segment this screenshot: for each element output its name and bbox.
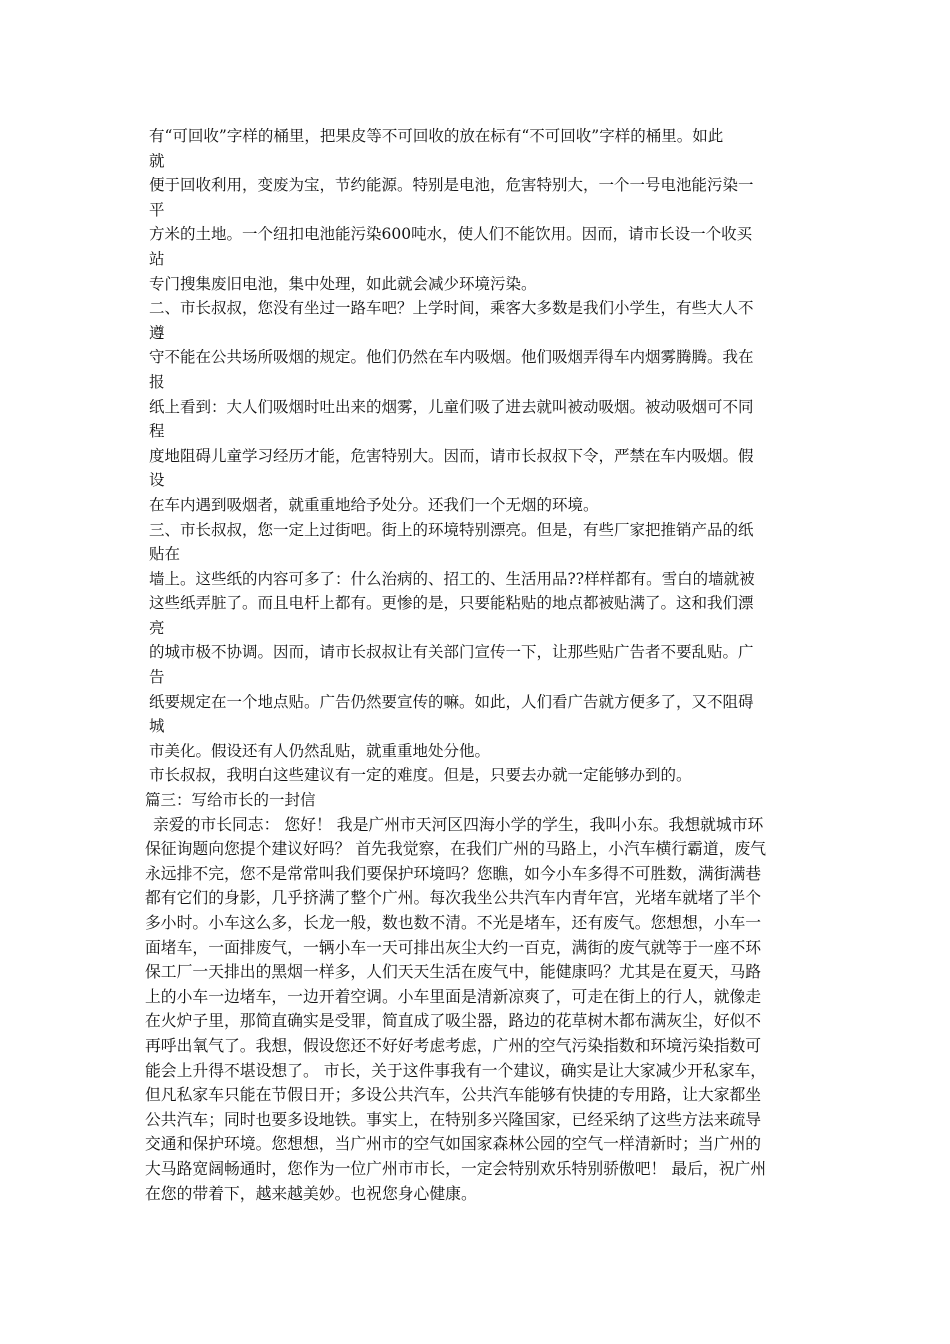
text-line: 纸上看到：大人们吸烟时吐出来的烟雾，儿童们吸了进去就叫被动吸烟。被动吸烟可不同 xyxy=(149,397,754,416)
text-line: 平 xyxy=(149,200,165,219)
text-line: 二、市长叔叔，您没有坐过一路车吧？上学时间，乘客大多数是我们小学生，有些大人不 xyxy=(149,299,754,318)
text-line: 市长叔叔，我明白这些建议有一定的难度。但是，只要去办就一定能够办到的。 xyxy=(149,766,692,785)
text-line: 在火炉子里，那简直确实是受罪，简直成了吸尘器，路边的花草树木都布满灰尘，好似不 xyxy=(145,1011,762,1031)
text-line: 亲爱的市长同志： 您好！ 我是广州市天河区四海小学的学生，我叫小东。我想就城市环 xyxy=(153,814,764,834)
text-line: 市美化。假设还有人仍然乱贴，就重重地处分他。 xyxy=(149,741,491,760)
text-line: 方米的土地。一个纽扣电池能污染600吨水，使人们不能饮用。因而，请市长设一个收买 xyxy=(149,225,753,244)
text-line: 保征询题向您提个建议好吗？ 首先我觉察，在我们广州的马路上，小汽车横行霸道，废气 xyxy=(145,839,767,859)
letter-body xyxy=(145,813,815,1207)
text-line: 亮 xyxy=(149,618,165,637)
text-line: 多小时。小车这么多，长龙一般，数也数不清。不光是堵车，还有废气。您想想，小车一 xyxy=(145,913,762,932)
text-line: 有“可回收”字样的桶里，把果皮等不可回收的放在标有“不可回收”字样的桶里。如此 xyxy=(149,127,724,145)
text-line: 的城市极不协调。因而，请市长叔叔让有关部门宣传一下，让那些贴广告者不要乱贴。广 xyxy=(149,643,754,662)
text-line: 在您的带着下，越来越美妙。也祝您身心健康。 xyxy=(145,1183,477,1203)
text-line: 永远排不完，您不是常常叫我们要保护环境吗？您瞧，如今小车多得不可胜数，满街满巷 xyxy=(145,863,762,883)
text-line: 纸要规定在一个地点贴。广告仍然要宣传的嘛。如此，人们看广告就方便多了，又不阻碍 xyxy=(149,692,754,711)
text-line: 面堵车，一面排废气，一辆小车一天可排出灰尘大约一百克，满街的废气就等于一座不环 xyxy=(145,937,762,957)
text-line: 设 xyxy=(149,471,165,490)
text-line: 这些纸弄脏了。而且电杆上都有。更惨的是，只要能粘贴的地点都被贴满了。这和我们漂 xyxy=(149,594,754,613)
text-line: 告 xyxy=(149,668,165,687)
text-line: 专门搜集废旧电池，集中处理，如此就会减少环境污染。 xyxy=(149,274,537,293)
section-title: 篇三：写给市长的一封信 xyxy=(145,791,316,810)
text-line: 上的小车一边堵车，一边开着空调。小车里面是清新凉爽了，可走在街上的行人，就像走 xyxy=(145,986,762,1006)
text-line: 墙上。这些纸的内容可多了：什么治病的、招工的、生活用品??样样都有。雪白的墙就被 xyxy=(149,569,755,588)
text-line: 遵 xyxy=(149,323,165,342)
text-line: 程 xyxy=(149,422,165,441)
text-line: 贴在 xyxy=(149,545,181,564)
text-line: 便于回收利用，变废为宝，节约能源。特别是电池，危害特别大，一个一号电池能污染一 xyxy=(149,176,754,195)
text-line: 在车内遇到吸烟者，就重重地给予处分。还我们一个无烟的环境。 xyxy=(149,495,599,514)
text-line: 就 xyxy=(149,151,165,170)
text-line: 守不能在公共场所吸烟的规定。他们仍然在车内吸烟。他们吸烟弄得车内烟雾腾腾。我在 xyxy=(149,348,754,367)
text-line: 能会上升得不堪设想了。 市长，关于这件事我有一个建议，确实是让大家减少开私家车， xyxy=(145,1060,767,1080)
text-line: 站 xyxy=(149,249,165,268)
text-line: 三、市长叔叔，您一定上过街吧。街上的环境特别漂亮。但是，有些厂家把推销产品的纸 xyxy=(149,520,754,539)
document-page xyxy=(145,124,815,1206)
text-line: 再呼出氧气了。我想，假设您还不好好考虑考虑，广州的空气污染指数和环境污染指数可 xyxy=(145,1035,762,1055)
text-line: 都有它们的身影，几乎挤满了整个广州。每次我坐公共汽车内青年宫，光堵车就堵了半个 xyxy=(145,888,762,908)
text-line: 但凡私家车只能在节假日开；多设公共汽车，公共汽车能够有快捷的专用路，让大家都坐 xyxy=(145,1085,762,1105)
text-line: 度地阻碍儿童学习经历才能，危害特别大。因而，请市长叔叔下令，严禁在车内吸烟。假 xyxy=(149,446,754,465)
text-line: 保工厂一天排出的黑烟一样多，人们天天生活在废气中，能健康吗？尤其是在夏天，马路 xyxy=(145,962,762,982)
text-line: 大马路宽阔畅通时，您作为一位广州市市长，一定会特别欢乐特别骄傲吧！ 最后，祝广州 xyxy=(145,1158,767,1178)
text-line: 交通和保护环境。您想想，当广州市的空气如国家森林公园的空气一样清新时；当广州的 xyxy=(145,1134,762,1154)
letter-continuation xyxy=(145,124,815,788)
text-line: 城 xyxy=(149,717,165,736)
text-line: 公共汽车；同时也要多设地铁。事实上，在特别多兴隆国家，已经采纳了这些方法来疏导 xyxy=(145,1109,762,1129)
text-line: 报 xyxy=(149,372,165,391)
